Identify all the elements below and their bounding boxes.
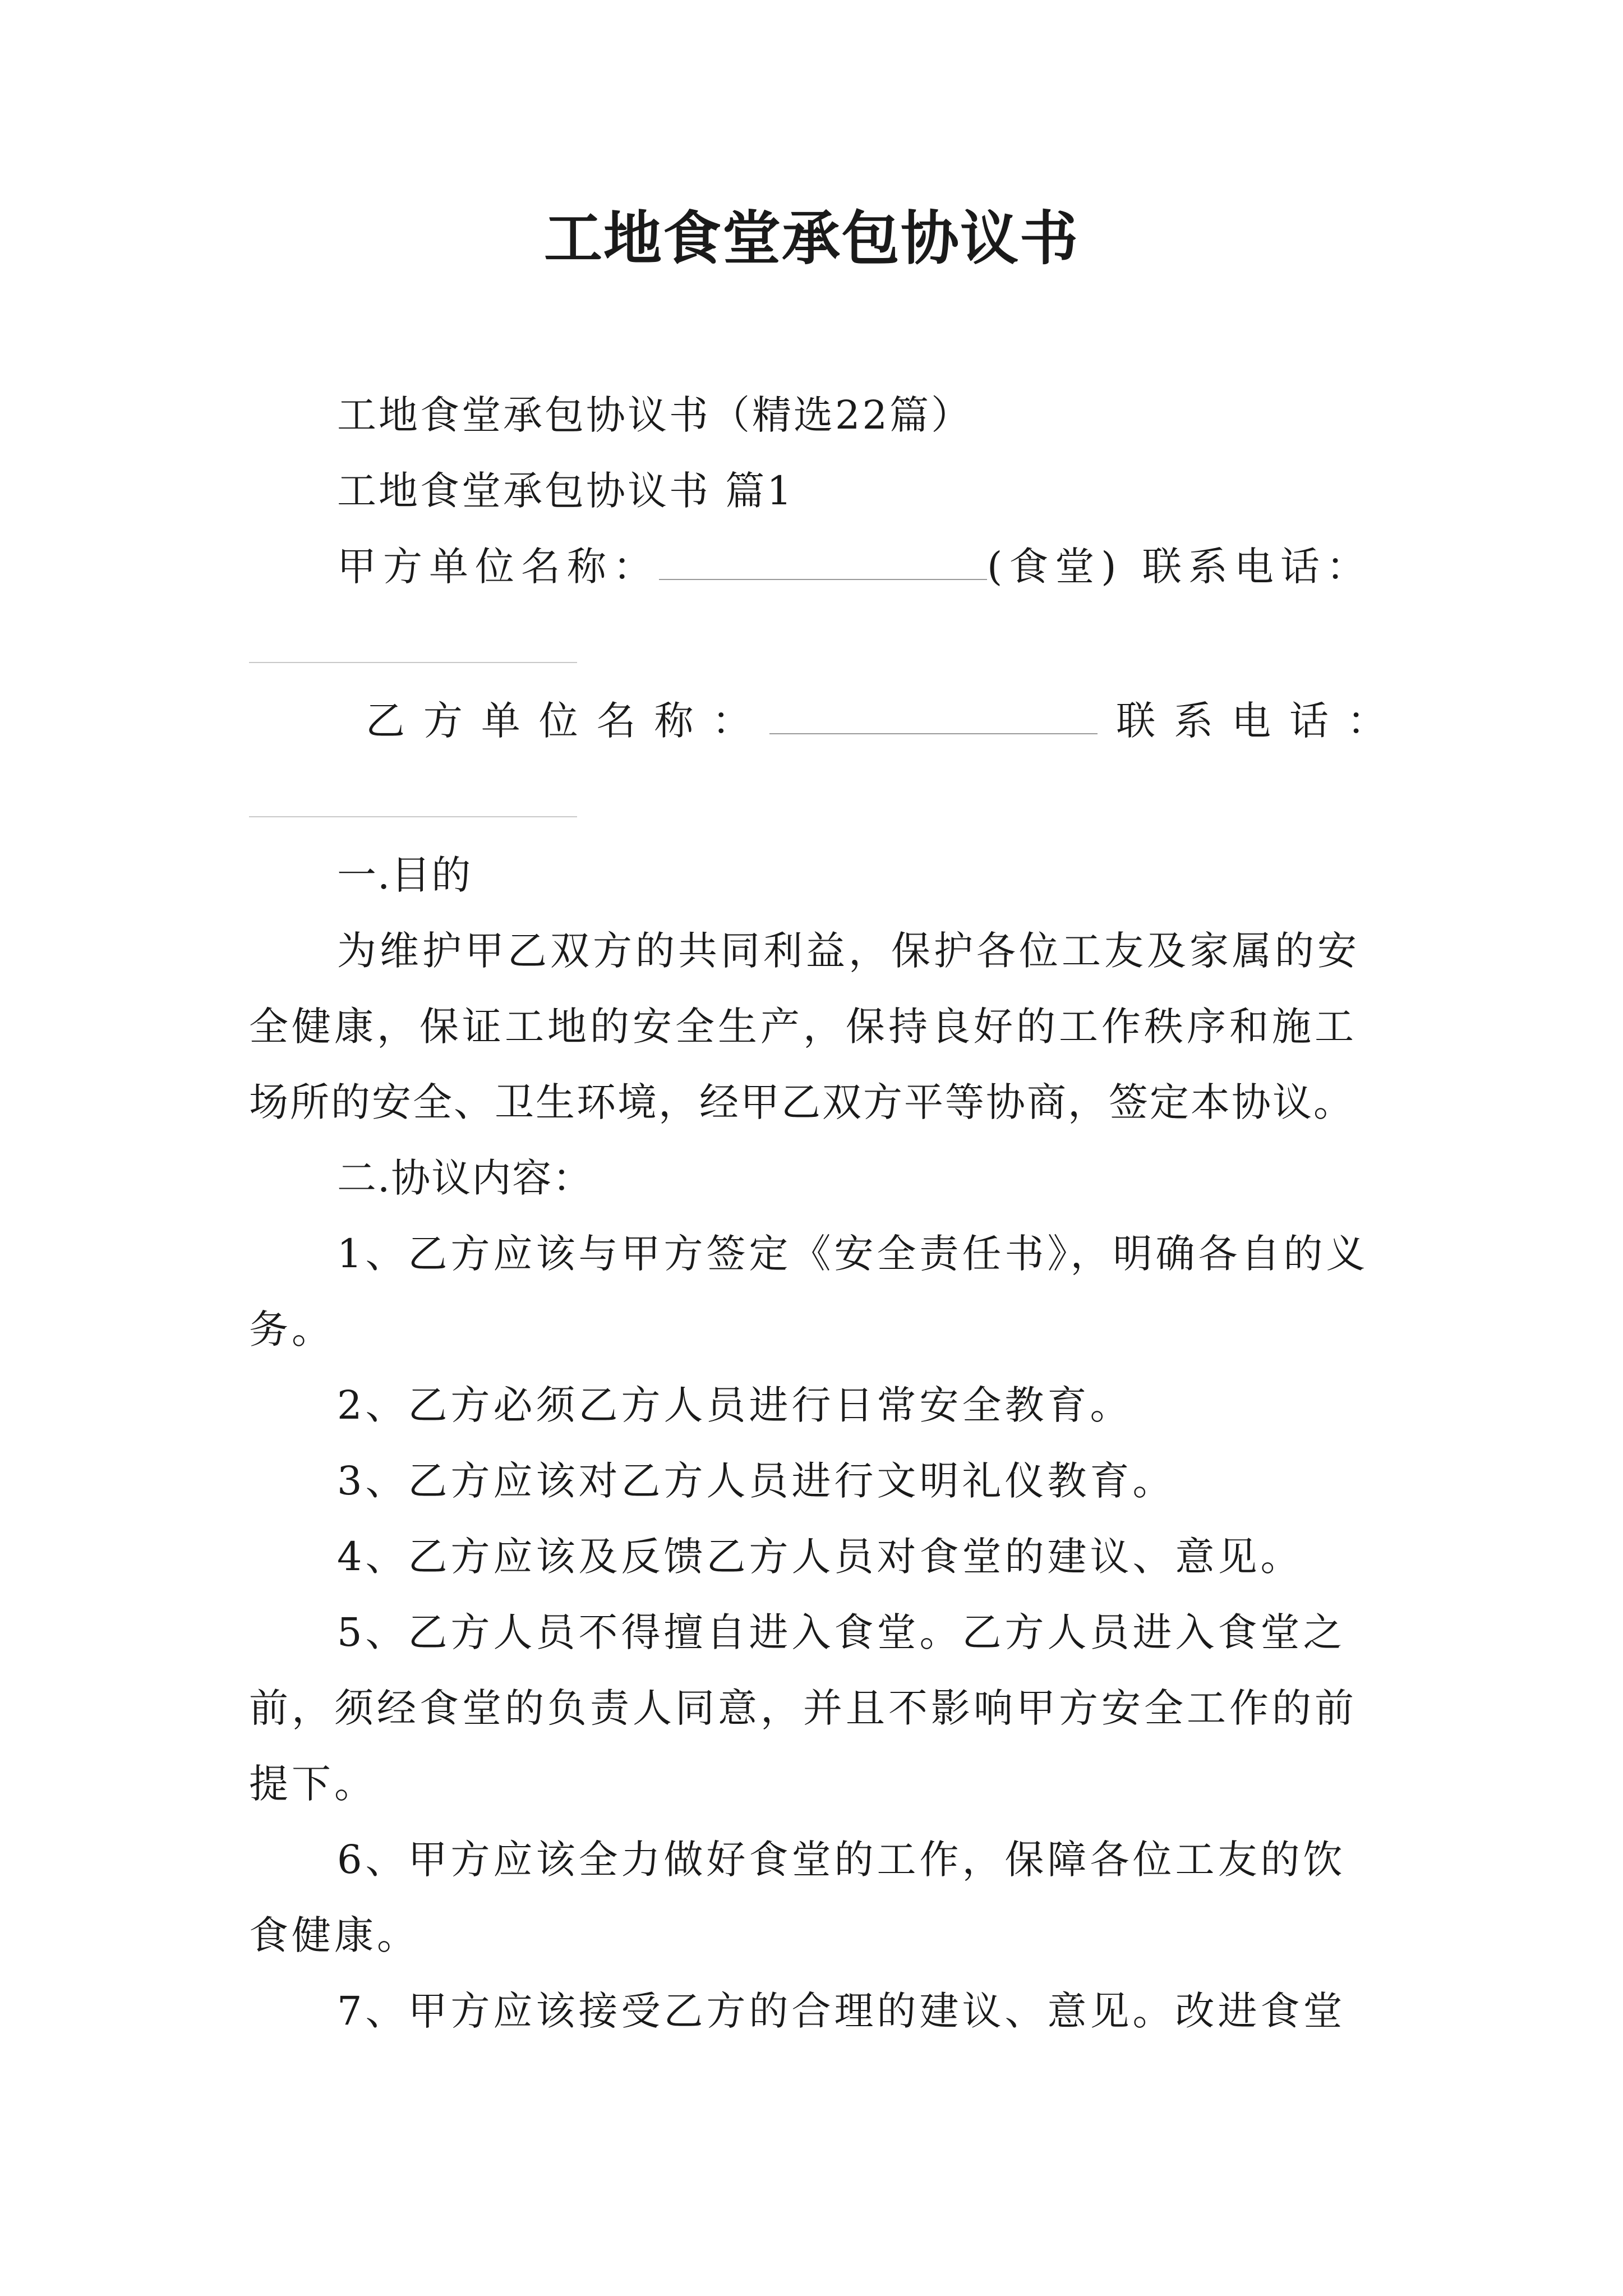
- chapter-heading: 工地食堂承包协议书 篇1: [337, 468, 794, 514]
- clause-item-3: 3、乙方应该对乙方人员进行文明礼仪教育。: [337, 1458, 1175, 1504]
- clause-item-6: 6、甲方应该全力做好食堂的工作，保障各位工友的饮: [337, 1837, 1346, 1883]
- party-a-line: [337, 539, 1372, 595]
- party-b-label-char: 乙: [366, 698, 405, 744]
- clause-item-1-cont: 务。: [249, 1306, 334, 1352]
- paragraph-line: 为维护甲乙双方的共同利益，保护各位工友及家属的安: [337, 928, 1360, 974]
- party-b-label-char: 称: [654, 698, 694, 744]
- party-b-phone-blank[interactable]: [249, 816, 577, 817]
- clause-item-6-cont: 食健康。: [249, 1912, 419, 1958]
- section-heading-purpose: 一.目的: [337, 852, 472, 898]
- party-b-name-blank[interactable]: [769, 694, 1098, 734]
- party-b-phone-char: 话: [1289, 698, 1329, 744]
- clause-item-1: 1、乙方应该与甲方签定《安全责任书》，明确各自的义: [337, 1231, 1369, 1277]
- party-b-phone-char: 联: [1116, 698, 1156, 744]
- party-b-phone-char: ：: [1347, 698, 1386, 744]
- document-subtitle: 工地食堂承包协议书（精选22篇）: [337, 392, 973, 438]
- party-b-label-char: ：: [712, 698, 751, 744]
- clause-item-2: 2、乙方必须乙方人员进行日常安全教育。: [337, 1382, 1133, 1428]
- party-b-phone-char: 电: [1232, 698, 1271, 744]
- paragraph-line: 全健康，保证工地的安全生产，保持良好的工作秩序和施工: [249, 1004, 1357, 1050]
- party-a-phone-blank[interactable]: [249, 662, 577, 663]
- clause-item-5-cont: 提下。: [249, 1761, 377, 1807]
- clause-item-7: 7、甲方应该接受乙方的合理的建议、意见。改进食堂: [337, 1988, 1346, 2034]
- party-b-phone-char: 系: [1174, 698, 1214, 744]
- party-a-name-blank[interactable]: [659, 540, 987, 580]
- party-a-phone-label: 联系电话：: [1142, 544, 1372, 590]
- party-a-canteen-label: (食堂): [987, 544, 1123, 590]
- party-b-label-char: 方: [423, 698, 463, 744]
- paragraph-line: 场所的安全、卫生环境，经甲乙双方平等协商，签定本协议。: [249, 1079, 1354, 1125]
- party-b-label-char: 单: [481, 698, 520, 744]
- clause-item-5: 5、乙方人员不得擅自进入食堂。乙方人员进入食堂之: [337, 1609, 1346, 1655]
- party-b-label-char: 名: [596, 698, 636, 744]
- clause-item-4: 4、乙方应该及反馈乙方人员对食堂的建议、意见。: [337, 1534, 1303, 1580]
- party-b-label-char: 位: [538, 698, 578, 744]
- party-a-name-label: 甲方单位名称：: [337, 544, 659, 590]
- section-heading-content: 二.协议内容：: [337, 1155, 593, 1201]
- document-title: 工地食堂承包协议书: [543, 204, 1079, 273]
- clause-item-5-cont: 前，须经食堂的负责人同意，并且不影响甲方安全工作的前: [249, 1685, 1357, 1731]
- party-b-line: [366, 693, 1386, 749]
